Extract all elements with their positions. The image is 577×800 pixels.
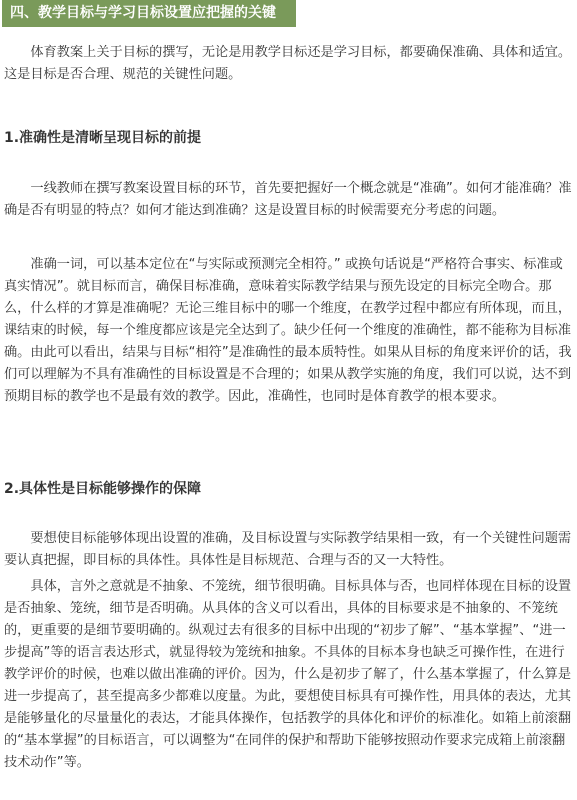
section2-title: 2.具体性是目标能够操作的保障 bbox=[4, 481, 202, 497]
section2-paragraph-1: 要想使目标能够体现出设置的准确，及目标设置与实际教学结果相一致，有一个关键性问题需要认真把握，即目标的具体性。具体性是目标规范、合理与否的又一大特性。 bbox=[4, 531, 572, 568]
heading-banner bbox=[2, 0, 296, 27]
section1-title: 1.准确性是清晰呈现目标的前提 bbox=[4, 130, 202, 146]
section2-paragraph-2: 具体，言外之意就是不抽象、不笼统，细节很明确。目标具体与否，也同样体现在目标的设置是否抽象、笼统，细节是否明确。从具体的含义可以看出，具体的目标要求是不抽象的、不笼统的，更重要的是细节要明确的。纵观过去有很多的目标中出现的“初步了解”、“基本掌握”、“进一步提高”等的语言表达形式，就显得较为笼统和抽象。不具体的目标本身也缺乏可操作性，在进行教学评价的时候，也难以做出准确的评价。因为，什么是初步了解了，什么基本掌握了，什么算是进一步提高了，甚至提高多少都难以度量。为此，要想使目标具有可操作性，用具体的表达，尤其是能够量化的尽量量化的表达，才能具体操作，包括教学的具体化和评价的标准化。如箱上前滚翻的“基本掌握”的目标语言，可以调整为“在同伴的保护和帮助下能够按照动作要求完成箱上前滚翻技术动作”等。 bbox=[4, 579, 572, 770]
section1-paragraph-2: 准确一词，可以基本定位在“与实际或预测完全相符。” 或换句话说是“严格符合事实、标准或真实情况”。就目标而言，确保目标准确，意味着实际教学结果与预先设定的目标完全吻合。那么，什么样的才算是准确呢？无论三维目标中的哪一个维度，在教学过程中都应有所体现，而且，课结束的时候，每一个维度都应该是完全达到了。缺少任何一个维度的准确性，都不能称为目标准确。由此可以看出，结果与目标“相符”是准确性的最本质特性。如果从目标的角度来评价的话，我们可以理解为不具有准确性的目标设置是不合理的；如果从教学实施的角度，我们可以说，达不到预期目标的教学也不是最有效的教学。因此，准确性，也同时是体育教学的根本要求。 bbox=[4, 257, 572, 404]
section1-paragraph-1: 一线教师在撰写教案设置目标的环节，首先要把握好一个概念就是“准确”。如何才能准确？准确是否有明显的特点？如何才能达到准确？这是设置目标的时候需要充分考虑的问题。 bbox=[4, 181, 572, 218]
heading-text: 四、教学目标与学习目标设置应把握的关键 bbox=[10, 5, 276, 21]
intro-paragraph: 体育教案上关于目标的撰写，无论是用教学目标还是学习目标，都要确保准确、具体和适宜。这是目标是否合理、规范的关键性问题。 bbox=[4, 45, 572, 82]
